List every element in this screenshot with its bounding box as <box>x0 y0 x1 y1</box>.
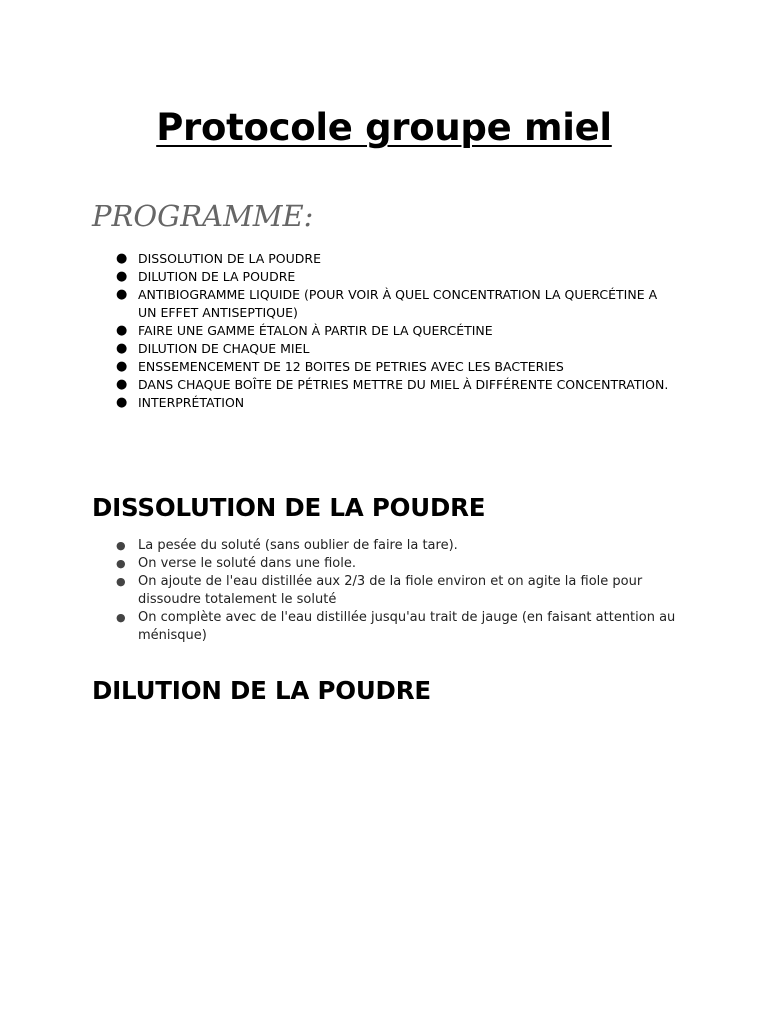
bullet-icon: ● <box>116 359 128 374</box>
bullet-icon: ● <box>116 611 126 624</box>
list-item <box>0 537 678 555</box>
programme-list <box>0 250 678 412</box>
bullet-icon: ● <box>116 251 128 266</box>
list-item <box>0 340 678 358</box>
list-item-text: DANS CHAQUE BOÎTE DE PÉTRIES METTRE DU MIEL À DIFFÉRENTE CONCENTRATION. <box>138 377 669 392</box>
bullet-icon: ● <box>116 575 126 588</box>
list-item-text: On ajoute de l'eau distillée aux 2/3 de la fiole environ et on agite la fiole pour dissoudre totalement le soluté <box>138 574 643 607</box>
list-item-text: La pesée du soluté (sans oublier de faire la tare). <box>138 538 458 553</box>
list-item-text: On complète avec de l'eau distillée jusqu'au trait de jauge (en faisant attention au ménisque) <box>138 610 676 643</box>
bullet-icon: ● <box>116 377 128 392</box>
list-item <box>0 250 678 268</box>
list-item <box>0 286 678 322</box>
list-item <box>0 394 678 412</box>
list-item-text: ENSSEMENCEMENT DE 12 BOITES DE PETRIES AVEC LES BACTERIES <box>138 359 564 374</box>
bullet-icon: ● <box>116 287 128 302</box>
list-item <box>0 322 678 340</box>
list-item <box>0 609 678 645</box>
list-item <box>0 376 678 394</box>
list-item <box>0 268 678 286</box>
bullet-icon: ● <box>116 395 128 410</box>
bullet-icon: ● <box>116 323 128 338</box>
list-item-text: FAIRE UNE GAMME ÉTALON À PARTIR DE LA QUERCÉTINE <box>138 323 493 338</box>
programme-heading: PROGRAMME: <box>92 199 314 233</box>
bullet-icon: ● <box>116 539 126 552</box>
dissolution-heading: DISSOLUTION DE LA POUDRE <box>92 493 486 522</box>
dissolution-list <box>0 537 678 645</box>
list-item-text: On verse le soluté dans une fiole. <box>138 556 356 571</box>
list-item <box>0 358 678 376</box>
bullet-icon: ● <box>116 557 126 570</box>
list-item-text: DISSOLUTION DE LA POUDRE <box>138 251 322 266</box>
dilution-heading: DILUTION DE LA POUDRE <box>92 676 431 705</box>
list-item-text: DILUTION DE CHAQUE MIEL <box>138 341 310 356</box>
list-item-text: INTERPRÉTATION <box>138 395 245 410</box>
list-item <box>0 555 678 573</box>
list-item <box>0 573 678 609</box>
bullet-icon: ● <box>116 269 128 284</box>
list-item-text: ANTIBIOGRAMME LIQUIDE (POUR VOIR À QUEL CONCENTRATION LA QUERCÉTINE A UN EFFET ANTISEPTIQUE) <box>138 287 658 320</box>
list-item-text: DILUTION DE LA POUDRE <box>138 269 296 284</box>
bullet-icon: ● <box>116 341 128 356</box>
page-title: Protocole groupe miel <box>156 106 612 149</box>
